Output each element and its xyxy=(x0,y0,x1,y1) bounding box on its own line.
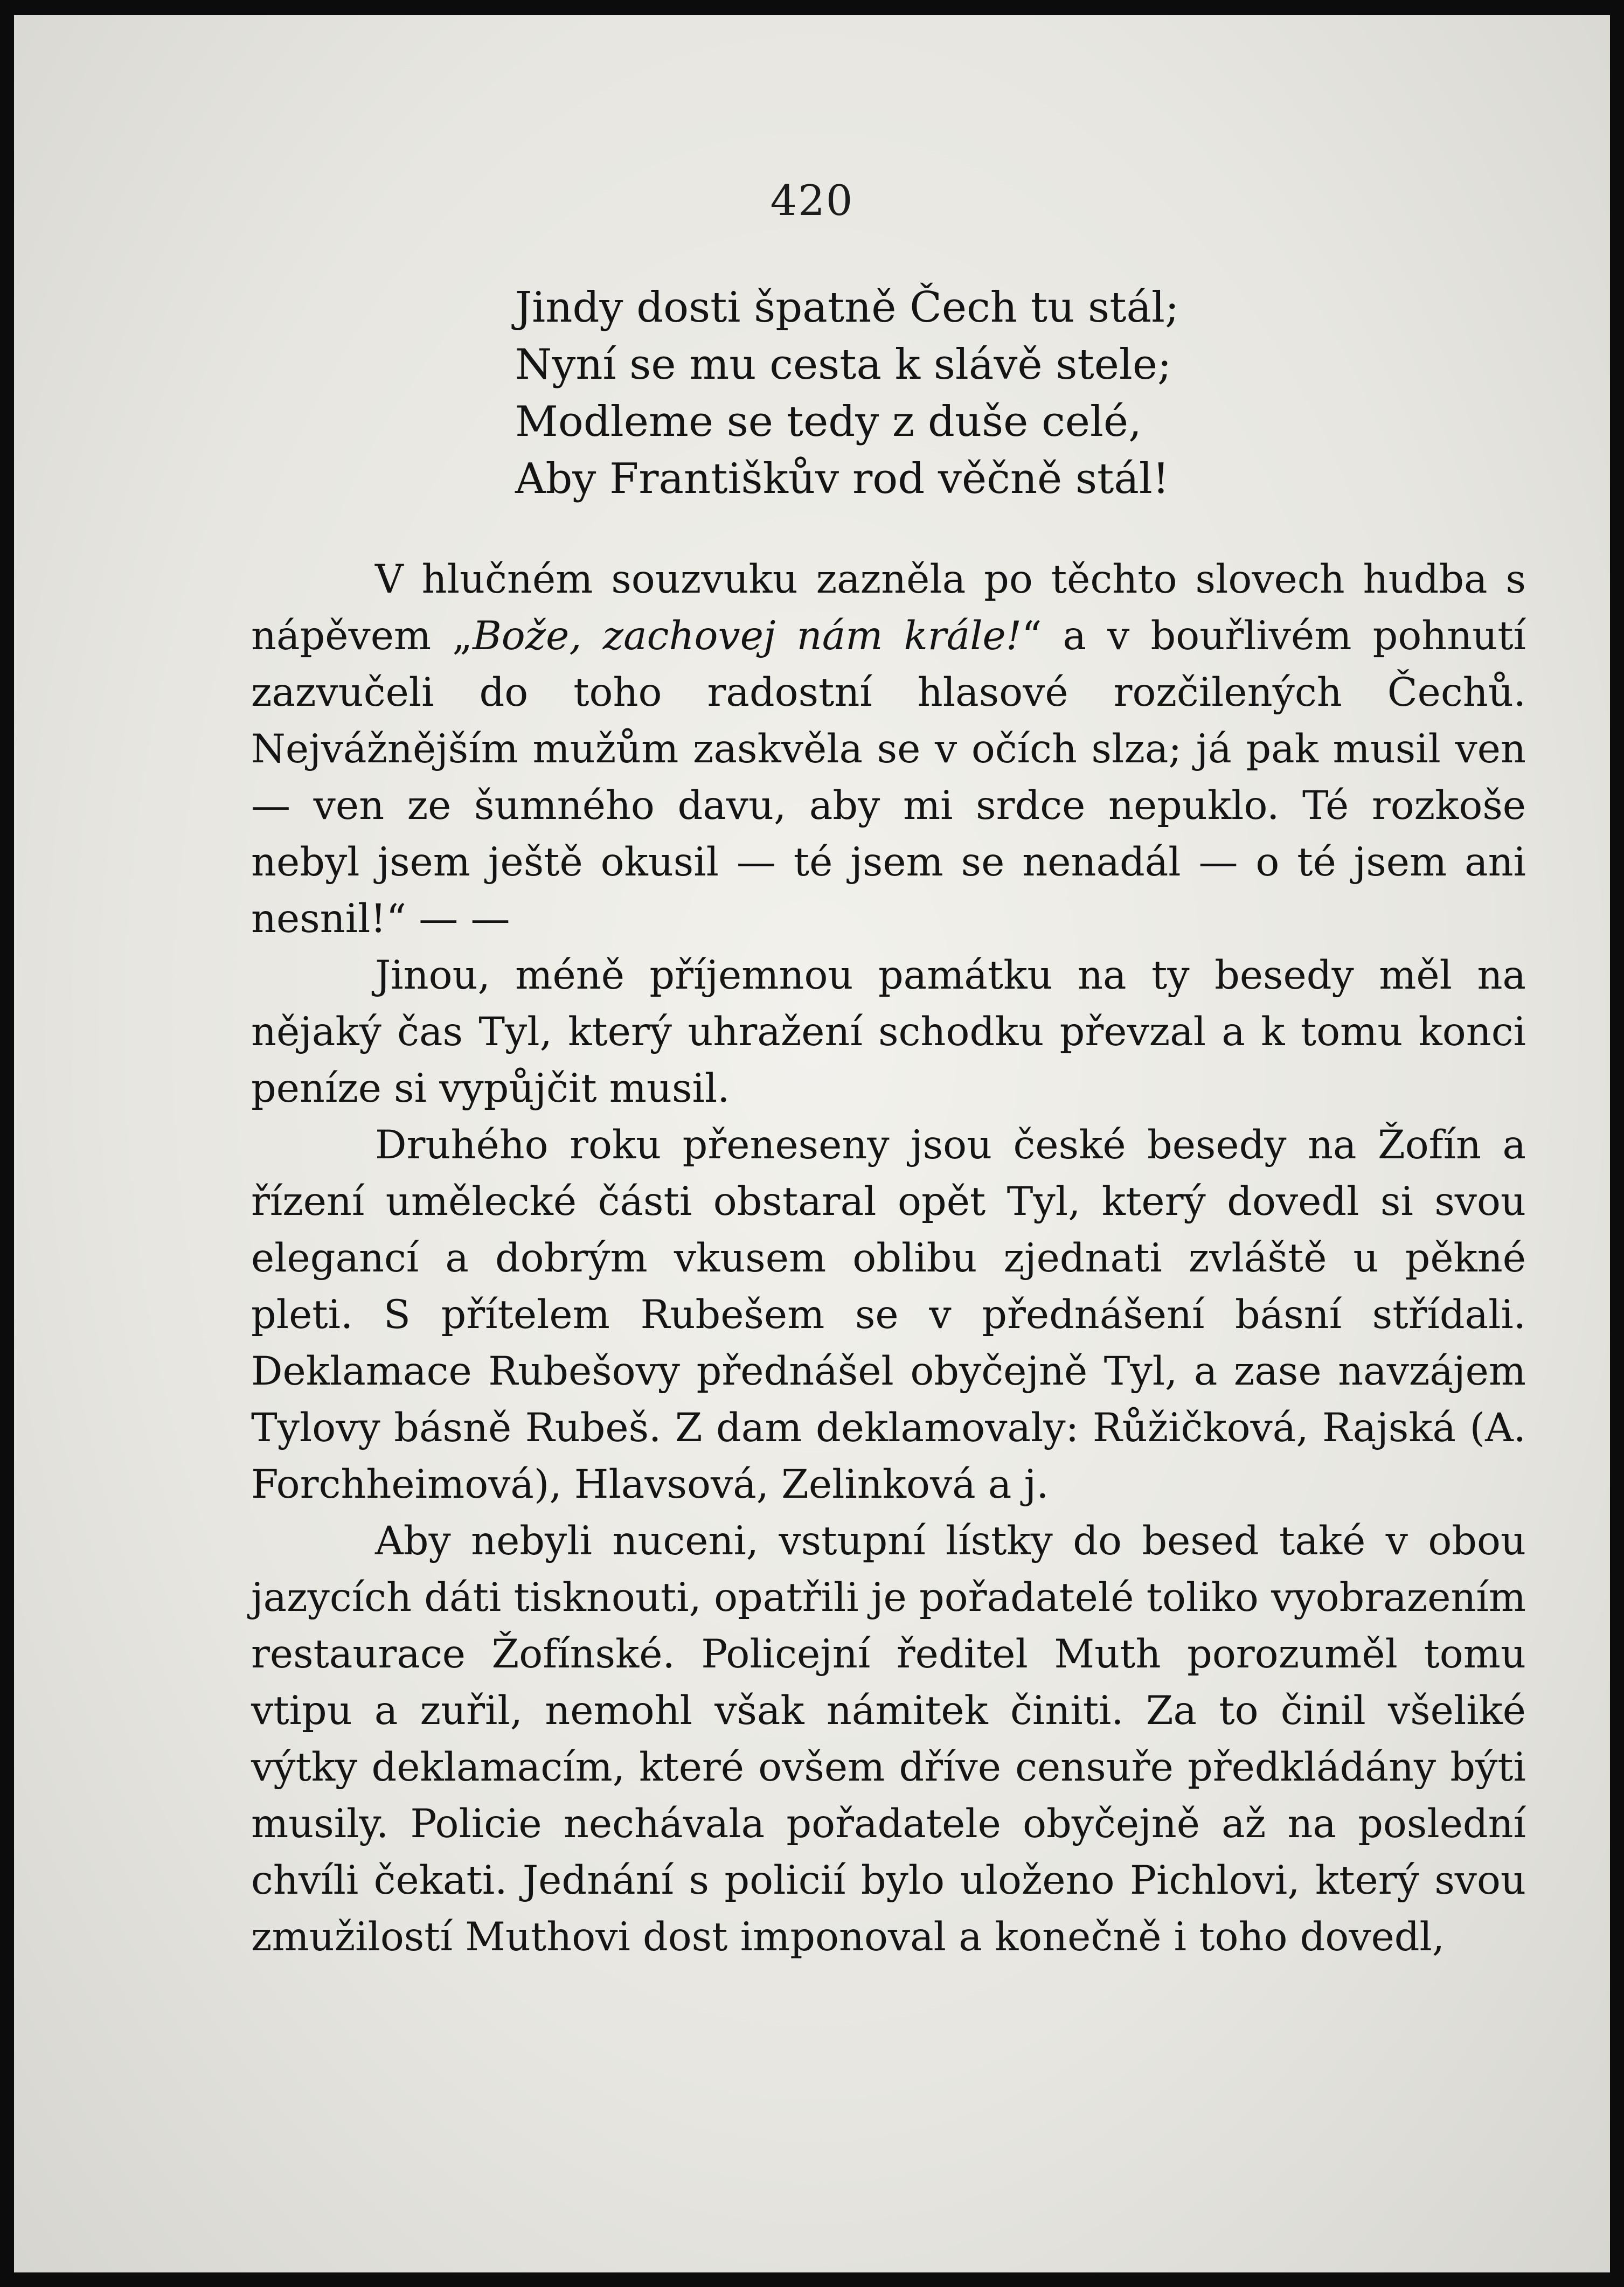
paragraph-1-text-start: V hlučném souzvuku zazněla po těchto slovech hudba s nápěvem „ xyxy=(251,557,1526,659)
paragraph-1-quoted-song: Bože, zachovej nám krále! xyxy=(473,613,1022,659)
verse-line-3: Modleme se tedy z duše celé, xyxy=(515,398,1142,446)
paragraph-2: Jinou, méně příjemnou památku na ty besedy měl na nějaký čas Tyl, který uhražení schodku převzal a k tomu konci peníze si vypůjčit musil. xyxy=(251,953,1526,1111)
book-page xyxy=(14,15,1610,2272)
page-number: 420 xyxy=(770,177,854,225)
paragraph-1-text-end: “ a v bouřlivém pohnutí zazvučeli do toho radostní hlasové rozčilených Čechů. Nejvážnějším mužům zaskvěla se v očích slza; já pak musil ven — ven ze šumného davu, aby mi srdce nepuklo. Té rozkoše nebyl jsem ještě okusil — té jsem se nenadál — o té jsem ani nesnil!“ — — xyxy=(251,613,1526,942)
verse-line-2: Nyní se mu cesta k slávě stele; xyxy=(515,340,1172,389)
body-text xyxy=(251,551,1526,1965)
verse-stanza xyxy=(515,279,1323,508)
paragraph-3: Druhého roku přeneseny jsou české besedy na Žofín a řízení umělecké části obstaral opět Tyl, který dovedl si svou elegancí a dobrým vkusem oblibu zjednati zvláště u pěkné pleti. S přítelem Rubešem se v přednášení básní střídali. Deklamace Rubešovy přednášel obyčejně Tyl, a zase navzájem Tylovy básně Rubeš. Z dam deklamovaly: Růžičková, Rajská (A. Forchheimová), Hlavsová, Zelinková a j. xyxy=(251,1122,1526,1507)
verse-line-1: Jindy dosti špatně Čech tu stál; xyxy=(515,283,1179,332)
verse-line-4: Aby Františkův rod věčně stál! xyxy=(515,455,1170,503)
paragraph-4: Aby nebyli nuceni, vstupní lístky do besed také v obou jazycích dáti tisknouti, opatřili je pořadatelé toliko vyobrazením restaurace Žofínské. Policejní ředitel Muth porozuměl tomu vtipu a zuřil, nemohl však námitek činiti. Za to činil všeliké výtky deklamacím, které ovšem dříve censuře předkládány býti musily. Policie nechávala pořadatele obyčejně až na poslední chvíli čekati. Jednání s policií bylo uloženo Pichlovi, který svou zmužilostí Muthovi dost imponoval a konečně i toho dovedl, xyxy=(251,1518,1526,1960)
paragraph-1 xyxy=(251,551,1526,947)
